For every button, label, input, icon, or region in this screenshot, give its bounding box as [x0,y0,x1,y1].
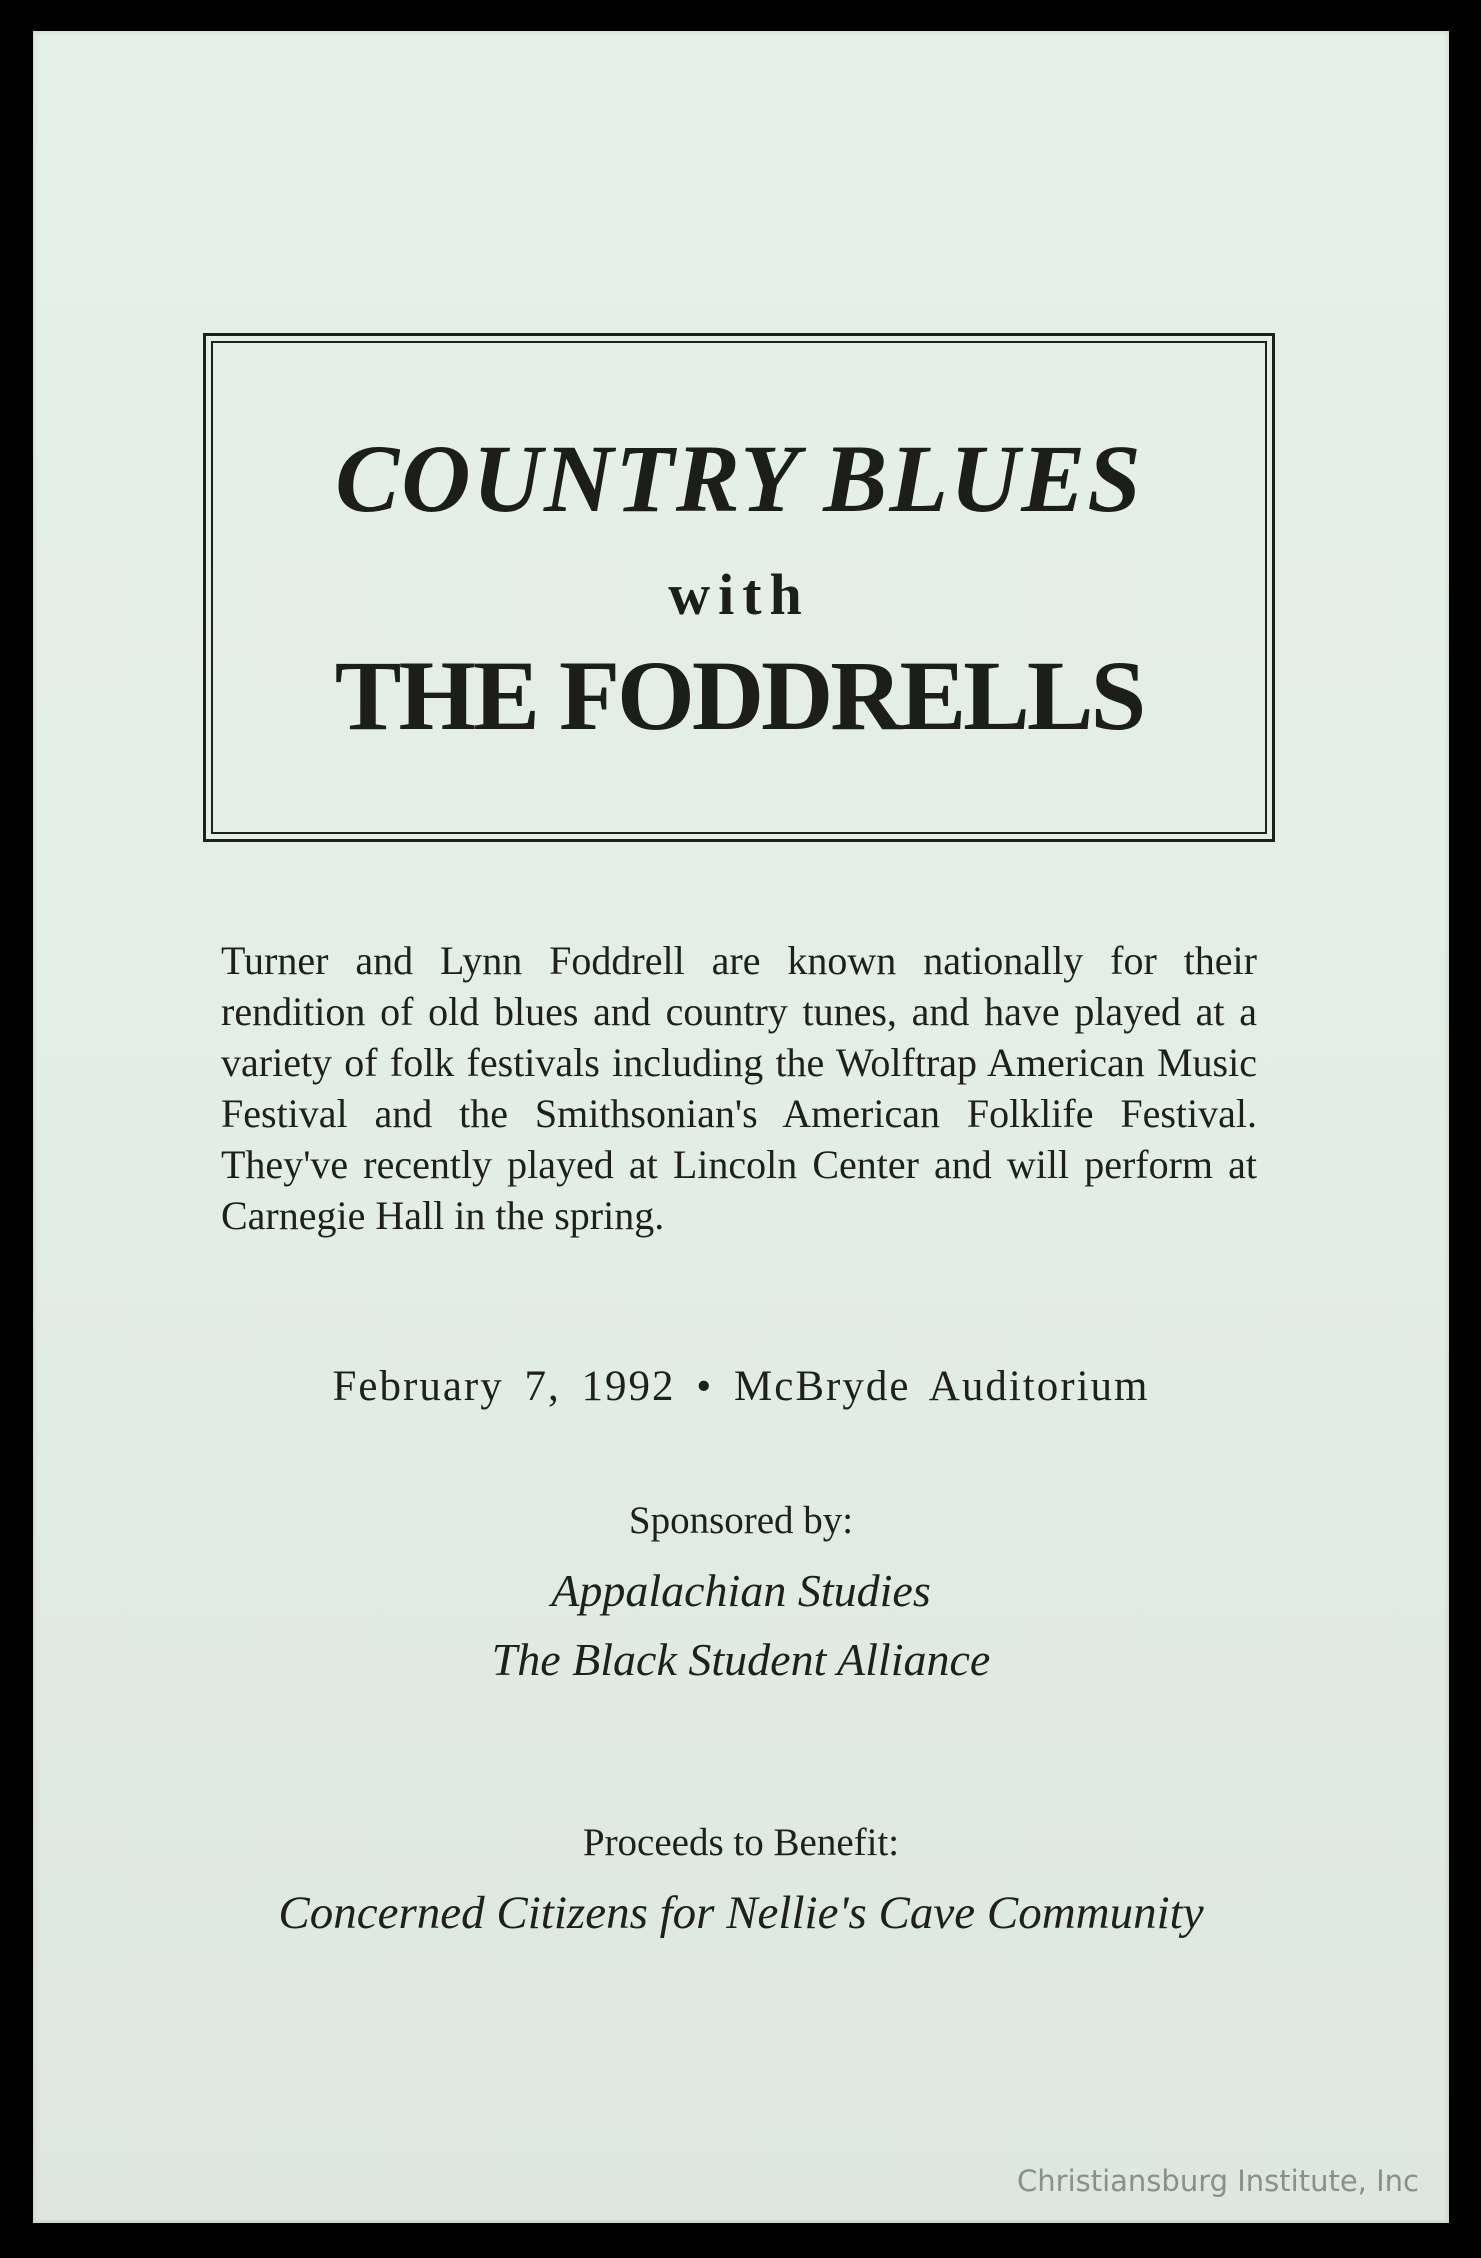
title-the-foddrells: THE FODDRELLS [334,640,1144,751]
event-date-venue: February 7, 1992 • McBryde Auditorium [332,1363,1150,1410]
sponsor-black-student-alliance: The Black Student Alliance [491,1634,991,1685]
title-box [203,333,1275,842]
sponsored-by-heading: Sponsored by: [628,1499,854,1542]
title-with: with [668,562,810,627]
title-country-blues: COUNTRY BLUES [335,425,1143,532]
description-paragraph: Turner and Lynn Foddrell are known nationally for their rendition of old blues and country tunes, and have played at a variety of folk festivals including the Wolftrap American Music Festival and the Smithsonian's American Folklife Festival. They've recently played at Lincoln Center and will perform at Carnegie Hall in the spring. [221,938,1257,1238]
watermark-text: Christiansburg Institute, Inc [1017,2164,1419,2198]
flyer-paper [33,31,1449,2223]
beneficiary: Concerned Citizens for Nellie's Cave Community [278,1887,1204,1939]
sponsor-appalachian-studies: Appalachian Studies [551,1565,931,1616]
proceeds-heading: Proceeds to Benefit: [582,1821,900,1864]
